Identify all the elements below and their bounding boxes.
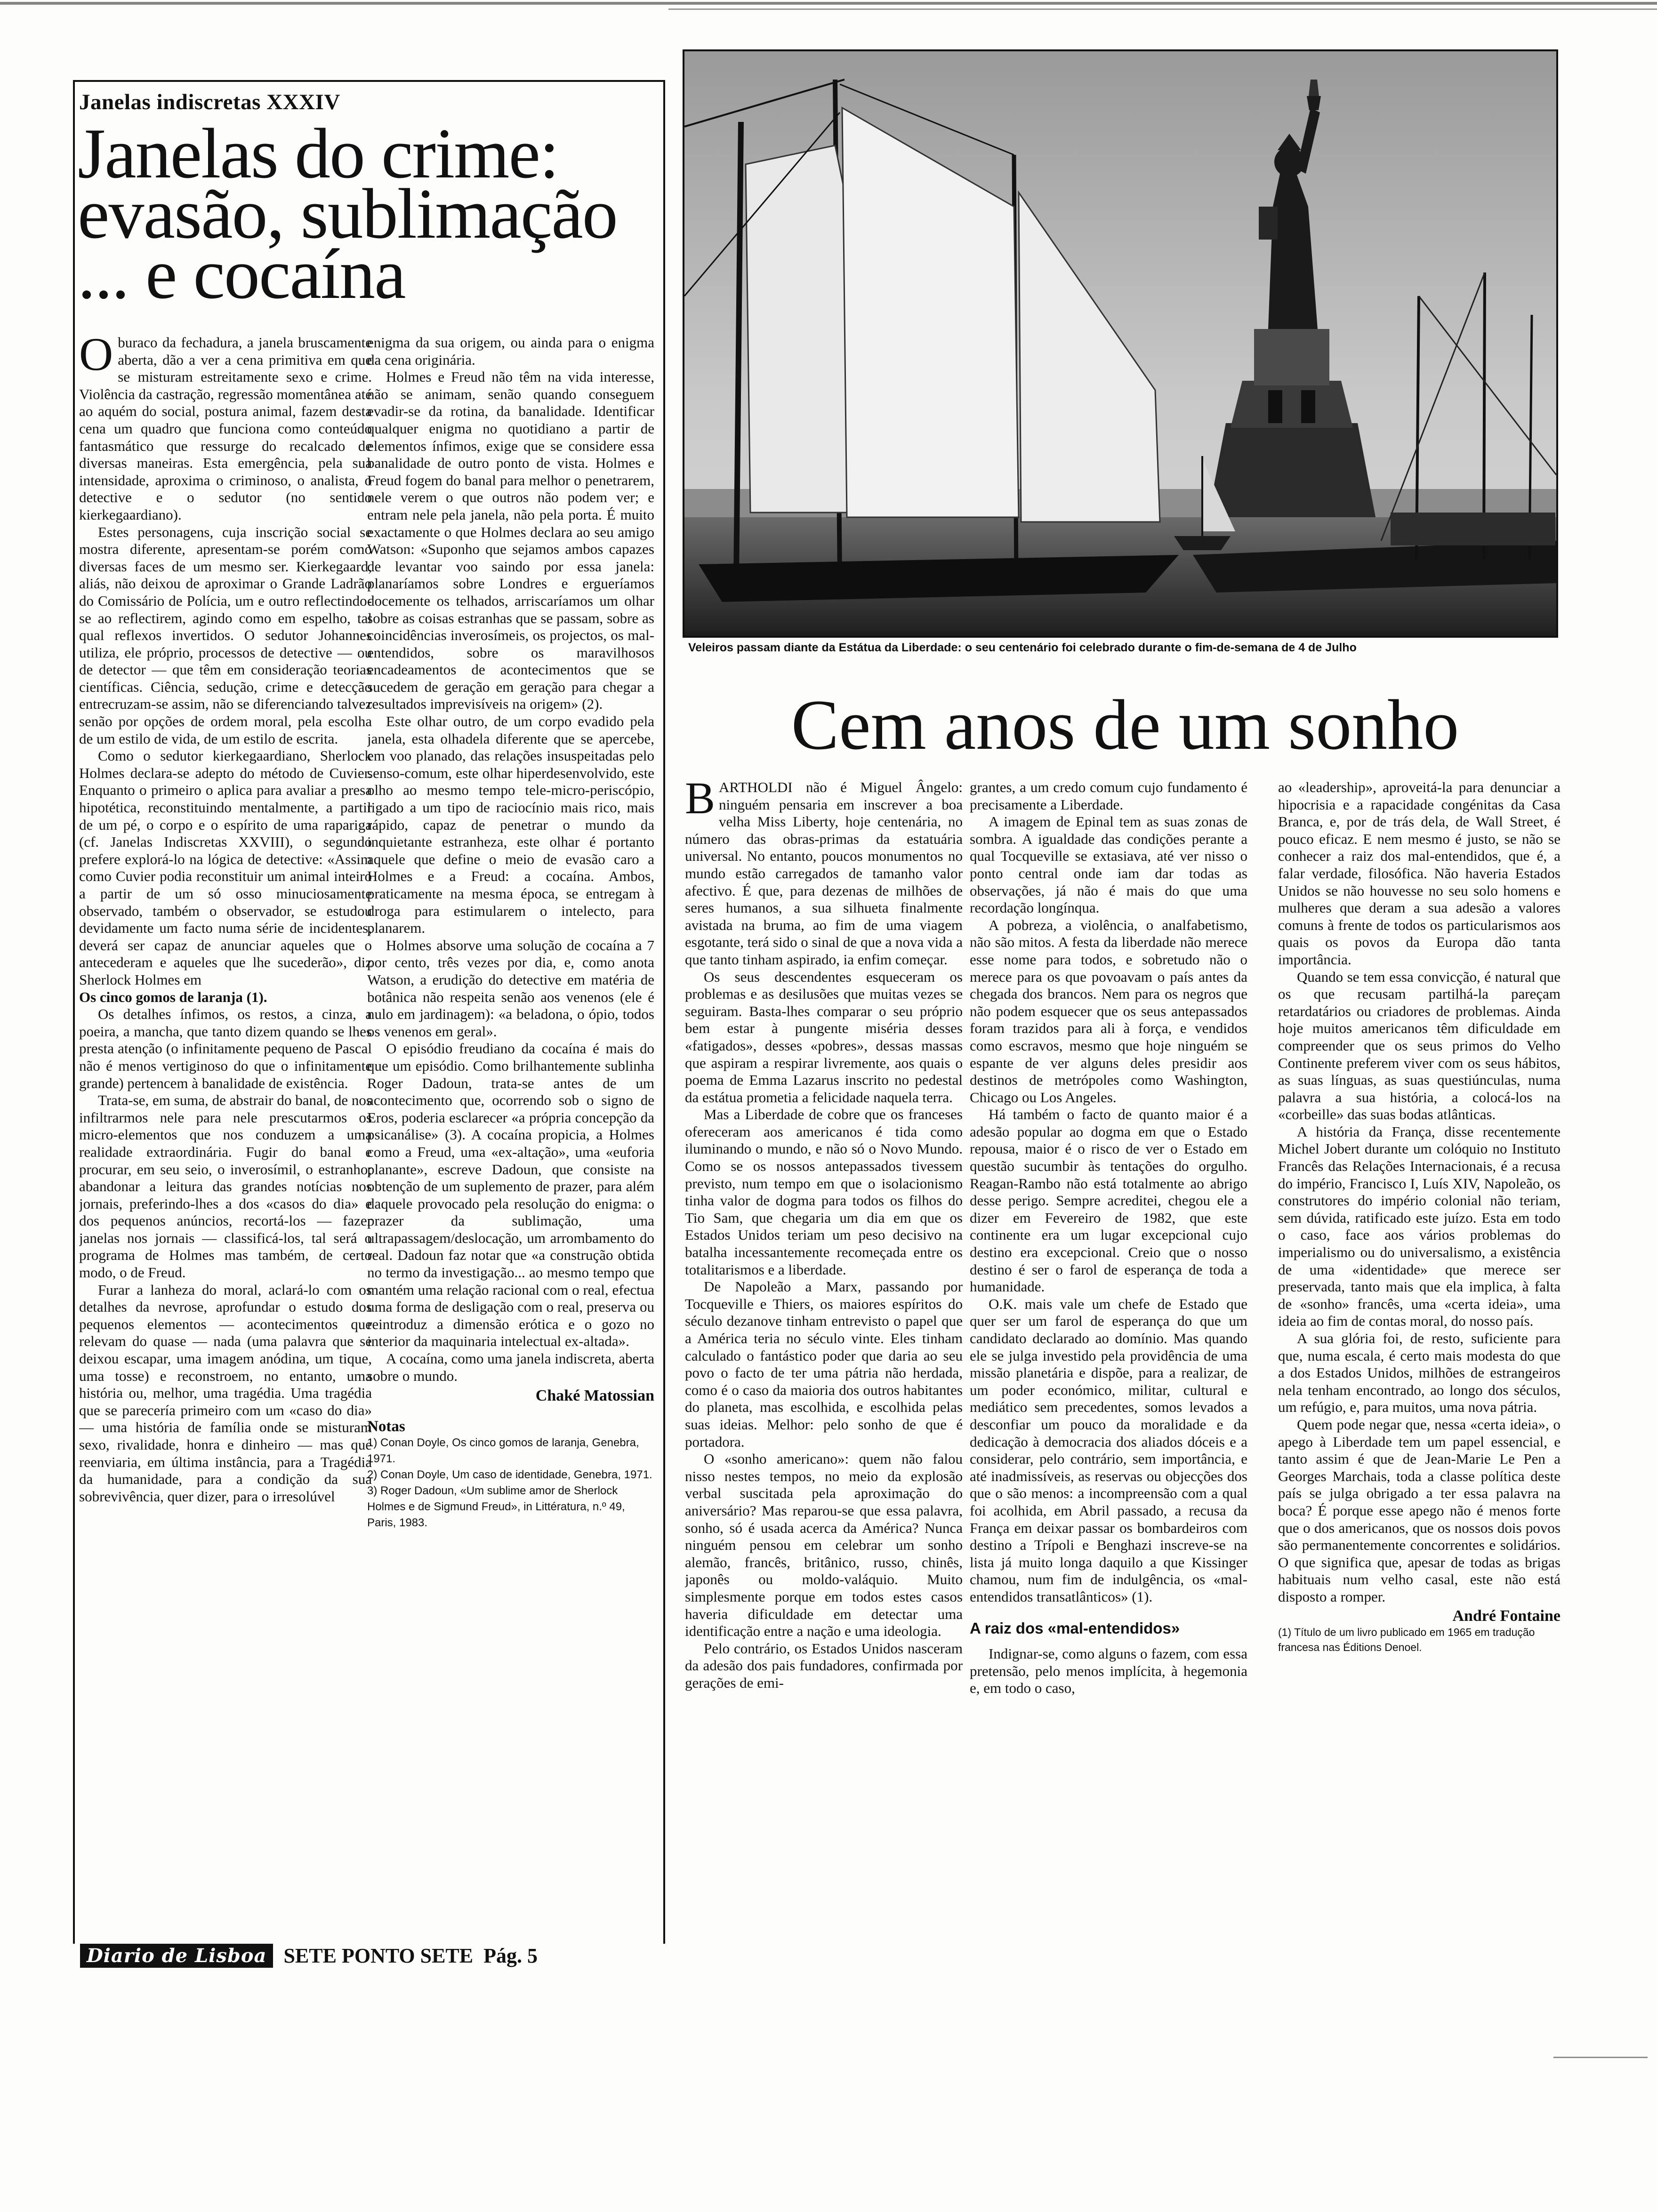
left-article-column-2: [367, 334, 654, 1915]
paragraph: Pelo contrário, os Estados Unidos nasceram da adesão dos pais fundadores, confirmada por gerações de emi-: [685, 1640, 963, 1691]
paragraph: Mas a Liberdade de cobre que os franceses ofereceram aos americanos é tida como iluminando o mundo, e não só o Novo Mundo. Como se os nossos antepassados tivessem previsto, num tempo em que o isolacionismo tinha valor de dogma para todos os filhos do Tio Sam, que chegaria um dia em que os Estados Unidos teriam um peso decisivo na batalha incessantemente recomeçada entre os totalitarismos e a liberdade.: [685, 1106, 963, 1278]
right-article-column-3: [1278, 779, 1560, 1956]
paragraph: O «sonho americano»: quem não falou nisso nestes tempos, no meio da explosão verbal suscitada pela aproximação do aniversário? Mas reparou-se que essa palavra, sonho, só é usada acerca da América? Nunca ninguém pensou em celebrar um sonho alemão, francês, britânico, russo, chinês, japonês ou moldo-valáquio. Muito simplesmente porque em todos estes casos haveria dificuldade em detectar uma identificação entre a nação e uma ideologia.: [685, 1451, 963, 1640]
paragraph: A cocaína, como uma janela indiscreta, aberta sobre o mundo.: [367, 1350, 654, 1384]
photo-caption: Veleiros passam diante da Estátua da Liberdade: o seu centenário foi celebrado durante o fim-de-semana de 4 de Julho: [688, 641, 1357, 654]
paragraph: De Napoleão a Marx, passando por Tocqueville e Thiers, os maiores espíritos do século dezanove tinham entrevisto o papel que a América teria no século vinte. Eles tinham calculado o fantástico poder que daria ao seu povo o facto de ter uma pátria não herdada, como é o caso da maioria dos outros habitantes do planeta, mas escolhida, e escolhida pelas suas ideias. Melhor: pelo sonho de que é portadora.: [685, 1278, 963, 1450]
paragraph: Oburaco da fechadura, a janela bruscamente aberta, dão a ver a cena primitiva em que se misturam estreitamente sexo e crime. Violência da castração, regressão momentânea até ao aquém do social, postura animal, fazem desta cena um quadro que funciona como conteúdo fantasmático que ressurge do recalcado de diversas maneiras. Esta emergência, pela sua intensidade, aproxima o criminoso, o analista, o detective e o sedutor (no sentido kierkegaardiano).: [79, 334, 372, 523]
scan-edge-mark: [1553, 2057, 1648, 2058]
statue-of-liberty-photo: [683, 49, 1558, 638]
paragraph: O episódio freudiano da cocaína é mais do que um episódio. Como brilhantemente sublinha Roger Dadoun, trata-se antes de um acontecimento que, ocorrendo sob o signo de Eros, poderia esclarecer «a própria concepção da psicanálise» (3). A cocaína propicia, a Holmes como a Freud, uma «ex-altação», uma «euforia planante», escreve Dadoun, que consiste na obtenção de um suplemento de prazer, para além daquele provocado pela resolução do enigma: o prazer da sublimação, uma ultrapassagem/deslocação, um arrombamento do real. Dadoun faz notar que «a construção obtida no termo da investigação... ao mesmo tempo que mantém uma relação racional com o real, efectua uma forma de desligação com o real, preserva ou reintroduz a dimensão erótica e o gozo no interior da maquinaria intelectual ex-altada».: [367, 1040, 654, 1350]
note-item: 2) Conan Doyle, Um caso de identidade, Genebra, 1971.: [367, 1468, 652, 1482]
paragraph: A pobreza, a violência, o analfabetismo, não são mitos. A festa da liberdade não merece esse nome para todos, e sobretudo não o merece para os que povoavam o país antes da chegada dos brancos. Nem para os negros que não podem esquecer que os seus antepassados foram trazidos para ali à força, e vendidos como escravos, mesmo que hoje ninguém se espante de ver alguns deles presidir aos destinos de metrópoles como Washington, Chicago ou Los Angeles.: [970, 916, 1247, 1106]
left-article-kicker: Janelas indiscretas XXXIV: [79, 90, 340, 114]
paragraph: Como o sedutor kierkegaardiano, Sherlock Holmes declara-se adepto do método de Cuvier. Enquanto o primeiro o aplica para avaliar a presa hipotética, reconstituindo mentalmente, a partir de um pé, o corpo e o espírito de uma rapariga (cf. Janelas Indiscretas XXVIII), o segundo prefere explorá-lo na lógica de detective: «Assim como Cuvier podia reconstituir um animal inteiro a partir de um só osso minuciosamente observado, também o observador, se estudou devidamente um facto numa série de incidentes, deverá ser capaz de anunciar aqueles que o antecederam e aqueles que lhe sucederão», diz Sherlock Holmes em: [79, 747, 372, 988]
paragraph: BARTHOLDI não é Miguel Ângelo: ninguém pensaria em inscrever a boa velha Miss Liberty, hoje centenária, no número das obras-primas da estatuária universal. No entanto, poucos monumentos no mundo estão carregados de tamanho valor afectivo. É que, para dezenas de milhões de seres humanos, a sua silhueta finalmente avistada na bruma, ao fim de uma viagem esgotante, terá sido o sinal de que a nova vida a que tanto tinham aspirado, ia enfim começar.: [685, 779, 963, 968]
newspaper-masthead: Diario de Lisboa: [80, 1944, 273, 1968]
page-footer: [80, 1941, 664, 1970]
section-name: SETE PONTO SETE: [283, 1944, 474, 1967]
paragraph: Holmes absorve uma solução de cocaína a 7 por cento, três vezes por dia, e, como anota Watson, a erudição do detective em matéria de botânica não respeita senão aos venenos (ele é nulo em jardinagem): «a beladona, o ópio, todos os venenos em geral».: [367, 937, 654, 1040]
paragraph: ao «leadership», aproveitá-la para denunciar a hipocrisia e a rapacidade congénitas da Casa Branca, e, por de trás dela, de Wall Street, é pouco eficaz. E nem mesmo é justo, se não se conhecer a raiz dos mal-entendidos, que é, a falar verdade, filosófica. Não haveria Estados Unidos se não houvesse no seu solo homens e mulheres que deram a sua adesão a valores comuns à frente de todos os particularismos aos quais os povos da Europa dão tanta importância.: [1278, 779, 1560, 968]
note-item: 1) Conan Doyle, Os cinco gomos de laranja, Genebra, 1971.: [367, 1436, 639, 1466]
paragraph: A sua glória foi, de resto, suficiente para que, numa escala, é certo mais modesta do que a dos Estados Unidos, milhões de estrangeiros nela tenham encontrado, ao longo dos séculos, um refúgio, e, para muitos, uma nova pátria.: [1278, 1330, 1560, 1416]
paragraph: Os seus descendentes esqueceram os problemas e as desilusões que muitas vezes se seguiram. Basta-lhes comparar o seu próprio bem estar à pungente miséria desses «fatigados», desses «pobres», dessas massas que aspiram a respirar livremente, aos quais o poema de Emma Lazarus inscrito no pedestal da estátua prometia a felicidade naquela terra.: [685, 968, 963, 1106]
page-top-rule: [0, 2, 1657, 5]
article-author: André Fontaine: [1452, 1607, 1560, 1625]
right-article-column-1: [685, 779, 963, 1956]
page-top-rule-secondary: [668, 8, 1657, 10]
right-article-title: Cem anos de um sonho: [791, 685, 1459, 764]
right-article-column-2: [970, 779, 1247, 1956]
notes-heading: Notas: [367, 1418, 405, 1435]
left-article-column-1: [79, 334, 372, 1915]
section-subheading: A raiz dos «mal-entendidos»: [970, 1619, 1180, 1637]
title-line: evasão, sublimação: [78, 174, 617, 253]
paragraph: Holmes e Freud não têm na vida interesse, não se animam, senão quando conseguem evadir-se da rotina, da banalidade. Identificar qualquer enigma no quotidiano a partir de elementos ínfimos, exige que se considere essa banalidade de outro ponto de vista. Holmes e Freud fogem do banal para melhor o penetrarem, nele verem o que outros não podem ver; e entram nele pela janela, não pela porta. É muito exactamente o que Holmes declara ao seu amigo Watson: «Suponho que sejamos ambos capazes de levantar voo saindo por essa janela: planaríamos sobre Londres e ergueríamos docemente os telhados, arriscaríamos um olhar sobre as coisas estranhas que se passam, sobre as coincidências inverosímeis, os projectos, os mal-entendidos, sobre os maravilhosos encadeamentos de acontecimentos que se sucedem de geração em geração para chegar a resultados imprevisíveis na origem» (2).: [367, 369, 654, 713]
photo-illustration: [684, 51, 1556, 636]
paragraph: A história da França, disse recentemente Michel Jobert durante um colóquio no Instituto Francês das Relações Internacionais, é a recusa do império, Francisco I, Luís XIV, Napoleão, os construtores do império colonial não teriam, sem dúvida, ratificado este juízo. Esta em todo o caso, face aos vários problemas do imperialismo ou do universalismo, a existência de uma «identidade» que merece ser preservada, tanto mais que ela implica, à falta de «sonho» francês, uma «certa ideia», uma ideia ao fim de contas moral, do nosso país.: [1278, 1123, 1560, 1330]
paragraph: Estes personagens, cuja inscrição social se mostra diferente, apresentam-se porém como diversas faces de um mesmo ser. Kierkegaard, aliás, não deixou de aproximar o Grande Ladrão do Comissário de Polícia, um e outro reflectindo-se ao reflectirem, agindo como em espelho, tal qual reflexos invertidos. O sedutor Johannes utiliza, ele próprio, processos de detective — ou de detector — que têm em consideração teorias científicas. Ciência, sedução, crime e detecção entrecruzam-se assim, não se diferenciando talvez senão por opções de ordem moral, pela escolha de um estilo de vida, de um estilo de escrita.: [79, 523, 372, 747]
paragraph: O.K. mais vale um chefe de Estado que quer ser um farol de esperança do que um candidato declarado ao domínio. Mas quando ele se julga investido pela providência de uma missão planetária e dispõe, para a realizar, de um poder económico, militar, cultural e mediático sem precedentes, somos levados a desconfiar um pouco da moralidade e da dedicação à democracia dos aliados dóceis e a considerar, pelo contrário, sem importância, e até inadmissíveis, as reservas ou objecções dos que o são menos: a incompreensão com a qual foi acolhida, em Abril passado, a recusa da França em deixar passar os bombardeiros com destino a Trípoli e Benghazi inscreve-se na lista já muito longa daquilo a que Kissinger chamou, num fim de indulgência, os «mal-entendidos transatlânticos» (1).: [970, 1295, 1247, 1605]
paragraph: Furar a lanheza do moral, aclará-lo com os detalhes da nevrose, aprofundar o estudo dos pequenos elementos — acontecimentos que relevam do quase — nada (uma palavra que se deixou escapar, uma imagem anódina, um tique, uma tosse) e reconstroem, no entanto, uma história ou, melhor, uma tragédia. Uma tragédia que se parecería primeiro com um «caso do dia» — uma história de família onde se misturam sexo, rivalidade, honra e dinheiro — mas que reenviaria, em última instância, para a Tragédia da humanidade, para a condição da sua sobrevivência, quer dizer, para o irresolúvel: [79, 1281, 372, 1505]
page-number: Pág. 5: [483, 1944, 538, 1967]
footnote: (1) Título de um livro publicado em 1965 em tradução francesa nas Éditions Denoel.: [1278, 1626, 1535, 1654]
paragraph: Os detalhes ínfimos, os restos, a cinza, a poeira, a mancha, que tanto dizem quando se lhes presta atenção (o infinitamente pequeno de Pascal não é menos vertiginoso do que o infinitamente grande) pertencem à banalidade de existência.: [79, 1006, 372, 1091]
paragraph: grantes, a um credo comum cujo fundamento é precisamente a Liberdade.: [970, 779, 1247, 813]
dropcap: O: [79, 334, 113, 380]
title-line: ... e cocaína: [78, 234, 405, 313]
paragraph: Quem pode negar que, nessa «certa ideia», o apego à Liberdade tem um papel essencial, e tanto assim é que de Jean-Marie Le Pen a Georges Marchais, toda a classe política deste país se julga obrigado a ter essa palavra na boca? É porque esse apego não é menos forte que o dos americanos, que os nossos dois povos são permanentemente concorrentes e solidários. O que significa que, apesar de todas as brigas habituais num velho casal, este não está disposto a romper.: [1278, 1416, 1560, 1605]
paragraph: Indignar-se, como alguns o fazem, com essa pretensão, pelo menos implícita, à hegemonia e, em todo o caso,: [970, 1645, 1247, 1697]
paragraph: Há também o facto de quanto maior é a adesão popular ao dogma em que o Estado repousa, maior é o risco de ver o Estado em questão sucumbir às tentações do orgulho. Reagan-Rambo não está totalmente ao abrigo desse perigo. Sempre acreditei, chegou ele a dizer em Fevereiro de 1982, que este continente era um lugar excepcional cujo destino era excepcional. Creio que o nosso destino é ser o farol de esperança de toda a humanidade.: [970, 1106, 1247, 1295]
book-title-line: Os cinco gomos de laranja (1).: [79, 988, 267, 1005]
left-article-title: [78, 114, 661, 313]
dropcap: B: [685, 779, 716, 823]
paragraph: Quando se tem essa convicção, é natural que os que recusam partilhá-la pareçam retardatários ou criadores de problemas. Ainda hoje muitos americanos têm dificuldade em compreender que os seus primos do Velho Continente preferem viver com os seus hábitos, as suas línguas, as suas questiúnculas, numa palavra a sua história, a colocá-los na «corbeille» das suas bodas atlânticas.: [1278, 968, 1560, 1123]
article-signature: Chaké Matossian: [535, 1387, 654, 1405]
note-item: 3) Roger Dadoun, «Um sublime amor de Sherlock Holmes e de Sigmund Freud», in Littératura, n.º 49, Paris, 1983.: [367, 1484, 625, 1530]
paragraph: Este olhar outro, de um corpo evadido pela janela, esta olhadela diferente que se apercebe, em voo planado, das relações insuspeitadas pelo senso-comum, este olhar hiperdesenvolvido, este olho ao mesmo tempo tele-micro-periscópio, ligado a um tipo de raciocínio mais rico, mais rápido, capaz de penetrar o mundo da inquietante estranheza, este olhar é portanto aquele que define o meio de evasão caro a Holmes e a Freud: a cocaína. Ambos, praticamente na mesma época, se entregam à droga para estimularem o intelecto, para planarem.: [367, 713, 654, 937]
paragraph: Trata-se, em suma, de abstrair do banal, de nos infiltrarmos nele para nele prescutarmos os micro-elementos que nos conduzem a uma realidade extraordinária. Fugir do banal e procurar, em seu seio, o inverosímil, o estranho; abandonar a leitura das grandes notícias nos jornais, preferindo-lhes a dos «casos do dia» e dos pequenos anúncios, recortá-los — fazer janelas nos jornais — classificá-los, tal será o programa de Holmes mas também, de certo modo, o de Freud.: [79, 1092, 372, 1281]
paragraph: enigma da sua origem, ou ainda para o enigma da cena originária.: [367, 334, 654, 368]
paragraph: A imagem de Epinal tem as suas zonas de sombra. A igualdade das condições perante a qual Tocqueville se extasiava, até ver nisso o ponto central onde iam dar todas as observações, já não é mais do que uma recordação longínqua.: [970, 813, 1247, 916]
title-line: Janelas do crime:: [78, 114, 559, 193]
